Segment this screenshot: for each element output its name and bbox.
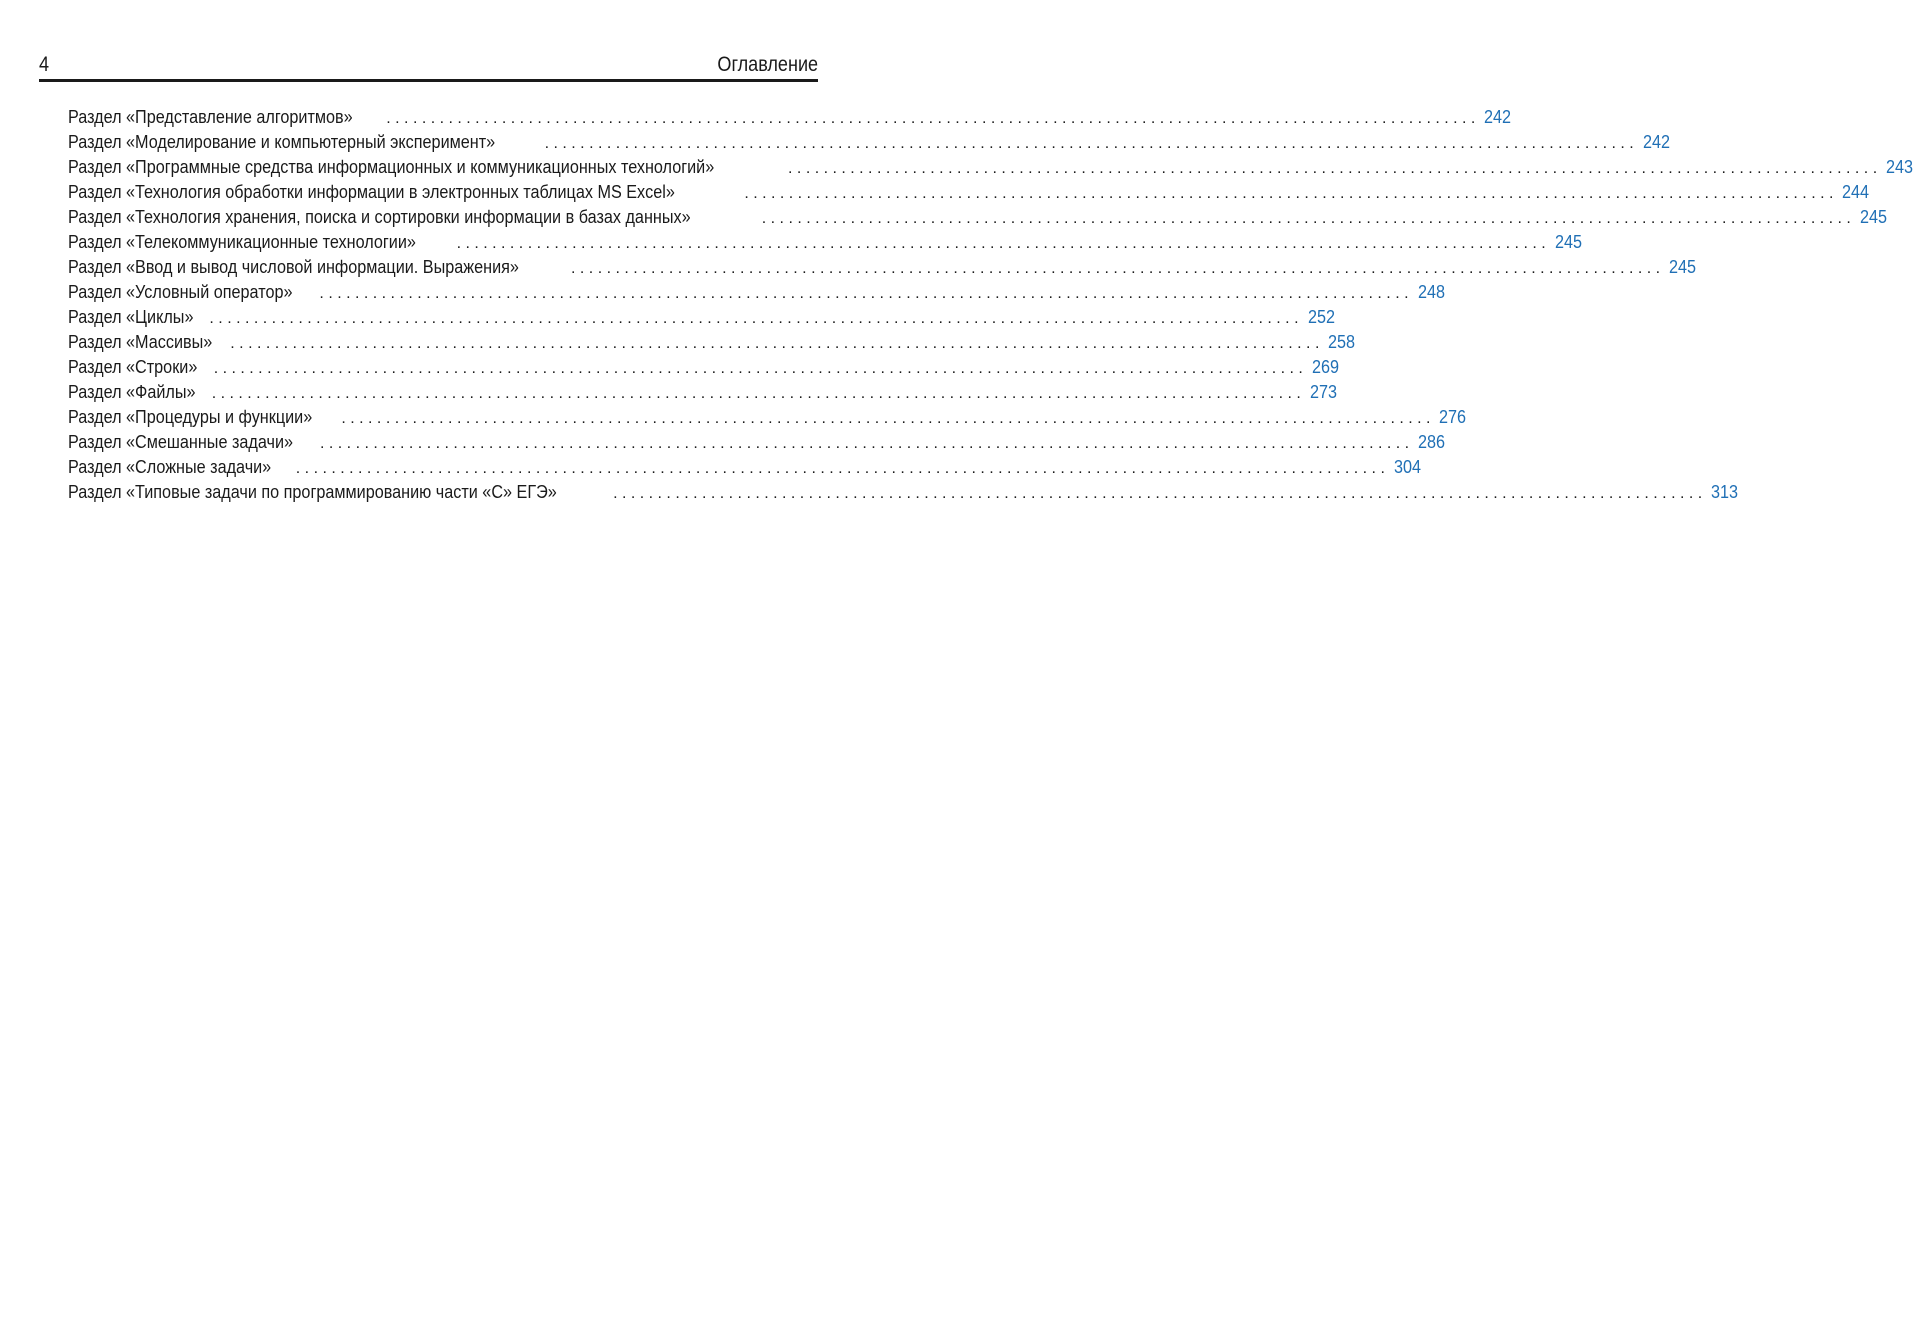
toc-leader-dots: [320, 431, 1409, 456]
toc-entry-page[interactable]: 304: [1393, 457, 1421, 477]
toc-leader-dots: [744, 181, 1833, 206]
running-title: Оглавление: [717, 53, 818, 76]
toc-entry-title[interactable]: Раздел «Программные средства информационных и коммуникационных технологий»: [68, 157, 715, 177]
toc-entry-page[interactable]: 248: [1417, 282, 1445, 302]
toc-entry-title[interactable]: Раздел «Технология обработки информации в электронных таблицах MS Excel»: [68, 182, 675, 202]
toc-entry[interactable]: [68, 180, 1870, 205]
page-number: 4: [39, 53, 50, 76]
toc-leader-dots: [457, 231, 1546, 256]
toc-leader-dots: [209, 306, 1298, 331]
toc-entry[interactable]: [68, 130, 1670, 155]
toc-entry[interactable]: [68, 380, 1337, 405]
toc-entry-title[interactable]: Раздел «Циклы»: [68, 307, 194, 327]
toc-entry-page[interactable]: 258: [1328, 332, 1356, 352]
toc-entry-page[interactable]: 276: [1439, 407, 1467, 427]
toc-entry-title[interactable]: Раздел «Сложные задачи»: [68, 457, 272, 477]
toc-leader-dots: [545, 131, 1634, 156]
toc-entry-page[interactable]: 245: [1859, 207, 1887, 227]
toc-entry[interactable]: [68, 455, 1421, 480]
toc-entry-title[interactable]: Раздел «Представление алгоритмов»: [68, 107, 353, 127]
toc-entry-page[interactable]: 245: [1554, 232, 1582, 252]
toc-entry[interactable]: [68, 430, 1446, 455]
toc-entry[interactable]: [68, 105, 1512, 130]
toc-leader-dots: [788, 156, 1877, 181]
toc-entry-title[interactable]: Раздел «Условный оператор»: [68, 282, 293, 302]
toc-entry-title[interactable]: Раздел «Процедуры и функции»: [68, 407, 313, 427]
toc-entry-title[interactable]: Раздел «Массивы»: [68, 332, 213, 352]
toc-entry-title[interactable]: Раздел «Файлы»: [68, 382, 196, 402]
toc-entry[interactable]: [68, 305, 1335, 330]
toc-entry-page[interactable]: 273: [1309, 382, 1337, 402]
toc-entry-page[interactable]: 243: [1886, 157, 1913, 177]
toc-leader-dots: [386, 106, 1475, 131]
toc-entry-page[interactable]: 252: [1307, 307, 1335, 327]
toc-entry-title[interactable]: Раздел «Ввод и вывод числовой информации. Выражения»: [68, 257, 519, 277]
toc-leader-dots: [762, 206, 1851, 231]
toc-entry[interactable]: [68, 155, 1913, 180]
toc-leader-dots: [296, 456, 1385, 481]
toc-entry[interactable]: [68, 405, 1467, 430]
toc-entry[interactable]: [68, 205, 1887, 230]
toc-leader-dots: [613, 481, 1702, 506]
toc-leader-dots: [212, 381, 1301, 406]
toc-entry-page[interactable]: 244: [1842, 182, 1870, 202]
toc-leader-dots: [341, 406, 1430, 431]
toc-entry-page[interactable]: 242: [1484, 107, 1512, 127]
toc-entry-page[interactable]: 242: [1642, 132, 1670, 152]
toc-entry-page[interactable]: 313: [1711, 482, 1739, 502]
toc-entry-title[interactable]: Раздел «Технология хранения, поиска и сортировки информации в базах данных»: [68, 207, 691, 227]
toc-entry-page[interactable]: 269: [1311, 357, 1339, 377]
page-header: [39, 52, 818, 82]
toc-entry-title[interactable]: Раздел «Моделирование и компьютерный эксперимент»: [68, 132, 496, 152]
toc-entry[interactable]: [68, 480, 1739, 505]
toc-entry[interactable]: [68, 255, 1697, 280]
toc-entry-title[interactable]: Раздел «Строки»: [68, 357, 198, 377]
toc-entry[interactable]: [68, 230, 1582, 255]
toc-entry-title[interactable]: Раздел «Типовые задачи по программированию части «С» ЕГЭ»: [68, 482, 557, 502]
toc-leader-dots: [230, 331, 1319, 356]
toc-entry[interactable]: [68, 330, 1356, 355]
toc-entry-title[interactable]: Раздел «Телекоммуникационные технологии»: [68, 232, 416, 252]
toc-entry-title[interactable]: Раздел «Смешанные задачи»: [68, 432, 293, 452]
toc-entry[interactable]: [68, 355, 1339, 380]
toc-leader-dots: [214, 356, 1303, 381]
toc-entry[interactable]: [68, 280, 1445, 305]
toc-leader-dots: [319, 281, 1408, 306]
toc-leader-dots: [571, 256, 1660, 281]
toc-entry-page[interactable]: 245: [1669, 257, 1697, 277]
toc-entry-page[interactable]: 286: [1418, 432, 1446, 452]
table-of-contents: [68, 105, 1913, 505]
